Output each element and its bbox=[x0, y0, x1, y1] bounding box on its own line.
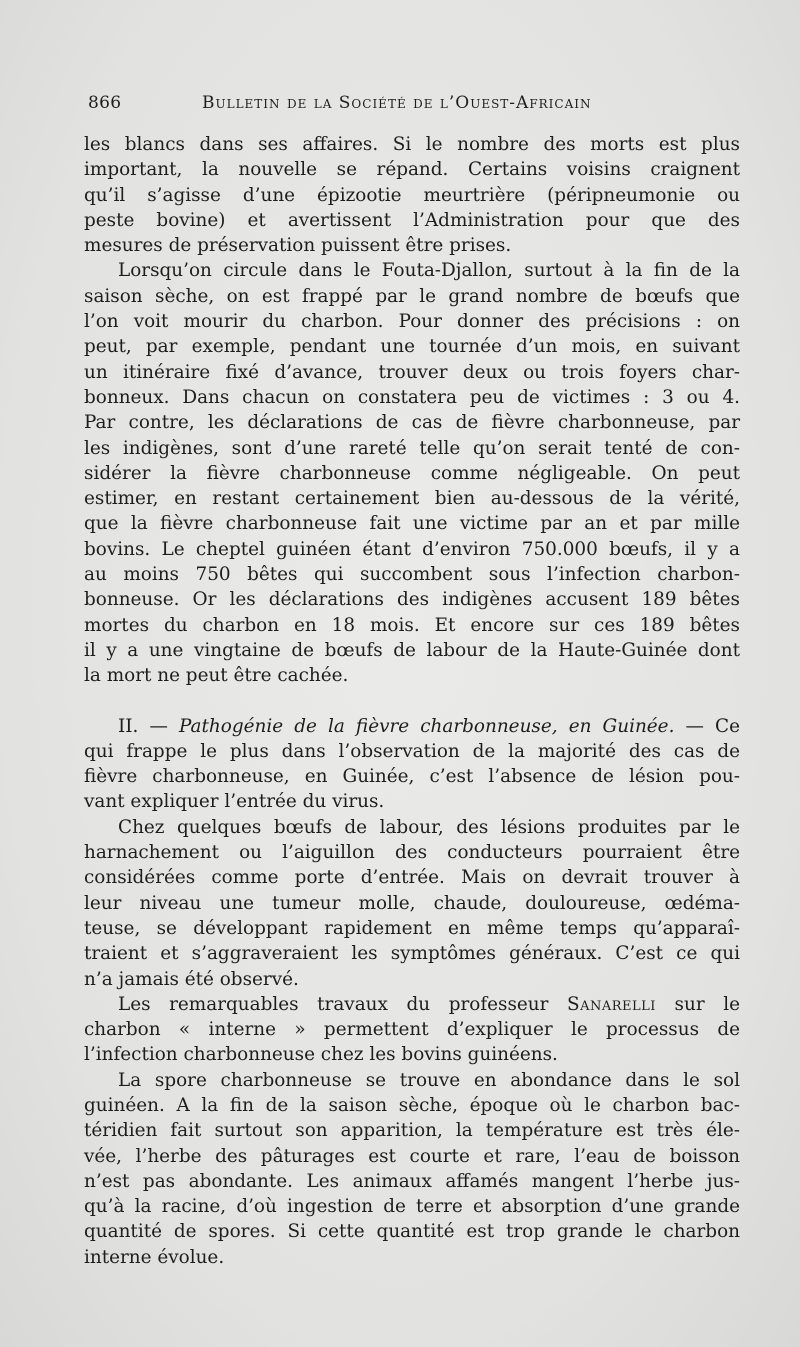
text-line: la mort ne peut être cachée. bbox=[84, 665, 349, 687]
text-line: les blancs dans ses affaires. Si le nombre des morts est plus bbox=[84, 134, 740, 155]
section-title: Pathogénie de la fièvre charbonneuse, en Guinée. bbox=[179, 715, 675, 737]
text-line: guinéen. A la fin de la saison sèche, époque où le charbon bac- bbox=[84, 1094, 740, 1116]
page-header bbox=[88, 93, 728, 119]
section-number: II. — bbox=[118, 715, 179, 737]
text-line: vant expliquer l’entrée du virus. bbox=[84, 791, 385, 813]
section-gap bbox=[84, 689, 740, 714]
text-line: leur niveau une tumeur molle, chaude, douloureuse, œdéma- bbox=[84, 892, 740, 914]
text-line: qu’à la racine, d’où ingestion de terre et absorption d’une grande bbox=[84, 1196, 740, 1218]
text-line: charbon « interne » permettent d’expliquer le processus de bbox=[84, 1019, 740, 1041]
text-line: traient et s’aggraveraient les symptômes généraux. C’est ce qui bbox=[84, 943, 740, 965]
body-text bbox=[84, 132, 740, 1270]
text-run: Les remarquables travaux du professeur bbox=[118, 993, 568, 1015]
text-line: l’infection charbonneuse chez les bovins guinéens. bbox=[84, 1044, 558, 1066]
text-line: un itinéraire fixé d’avance, trouver deux ou trois foyers char- bbox=[84, 361, 740, 383]
text-line: téridien fait surtout son apparition, la température est très éle- bbox=[84, 1120, 740, 1142]
text-line: harnachement ou l’aiguillon des conducteurs pourraient être bbox=[84, 842, 740, 864]
page-number: 866 bbox=[88, 93, 122, 113]
section-continuation: — Ce bbox=[674, 715, 740, 737]
text-line: n’a jamais été observé. bbox=[84, 968, 299, 990]
text-line: fièvre charbonneuse, en Guinée, c’est l’absence de lésion pou- bbox=[84, 766, 740, 788]
text-line: Chez quelques bœufs de labour, des lésions produites par le bbox=[118, 816, 740, 838]
text-line: mesures de préservation puissent être prises. bbox=[84, 235, 512, 257]
text-run: sur le bbox=[655, 993, 740, 1015]
author-name: Sanarelli bbox=[567, 993, 656, 1015]
running-title: Bulletin de la Société de l’Ouest-Africain bbox=[202, 93, 592, 113]
text-line: quantité de spores. Si cette quantité est trop grande le charbon bbox=[84, 1221, 740, 1243]
text-line: saison sèche, on est frappé par le grand nombre de bœufs que bbox=[84, 285, 740, 307]
text-line: estimer, en restant certainement bien au-dessous de la vérité, bbox=[84, 488, 740, 510]
text-line: vée, l’herbe des pâturages est courte et rare, l’eau de boisson bbox=[84, 1145, 740, 1167]
text-line: il y a une vingtaine de bœufs de labour de la Haute-Guinée dont bbox=[84, 639, 740, 661]
text-line: considérées comme porte d’entrée. Mais on devrait trouver à bbox=[84, 867, 740, 889]
text-line: sidérer la fièvre charbonneuse comme négligeable. On peut bbox=[84, 462, 740, 484]
text-line: bonneux. Dans chacun on constatera peu de victimes : 3 ou 4. bbox=[84, 386, 740, 408]
text-line: interne évolue. bbox=[84, 1246, 225, 1268]
text-line: mortes du charbon en 18 mois. Et encore sur ces 189 bêtes bbox=[84, 614, 740, 636]
section-heading bbox=[84, 714, 740, 739]
text-line: Lorsqu’on circule dans le Fouta-Djallon, surtout à la fin de la bbox=[118, 260, 740, 282]
text-line: peste bovine) et avertissent l’Administration pour que des bbox=[84, 209, 740, 231]
text-line: les indigènes, sont d’une rareté telle qu’on serait tenté de con- bbox=[84, 437, 740, 459]
text-line bbox=[84, 992, 740, 1017]
text-line: au moins 750 bêtes qui succombent sous l’infection charbon- bbox=[84, 564, 740, 586]
text-line: La spore charbonneuse se trouve en abondance dans le sol bbox=[118, 1069, 740, 1091]
text-line: teuse, se développant rapidement en même temps qu’apparaî- bbox=[84, 917, 740, 939]
text-line: l’on voit mourir du charbon. Pour donner des précisions : on bbox=[84, 311, 740, 333]
text-line: que la fièvre charbonneuse fait une victime par an et par mille bbox=[84, 513, 740, 535]
text-line: peut, par exemple, pendant une tournée d’un mois, en suivant bbox=[84, 336, 740, 358]
text-line: important, la nouvelle se répand. Certains voisins craignent bbox=[84, 159, 740, 181]
text-line: Par contre, les déclarations de cas de fièvre charbonneuse, par bbox=[84, 412, 740, 434]
text-line: n’est pas abondante. Les animaux affamés mangent l’herbe jus- bbox=[84, 1170, 740, 1192]
text-line: bovins. Le cheptel guinéen étant d’environ 750.000 bœufs, il y a bbox=[84, 538, 740, 560]
text-line: qui frappe le plus dans l’observation de la majorité des cas de bbox=[84, 740, 740, 762]
text-line: bonneuse. Or les déclarations des indigènes accusent 189 bêtes bbox=[84, 589, 740, 611]
text-line: qu’il s’agisse d’une épizootie meurtrière (péripneumonie ou bbox=[84, 184, 740, 206]
